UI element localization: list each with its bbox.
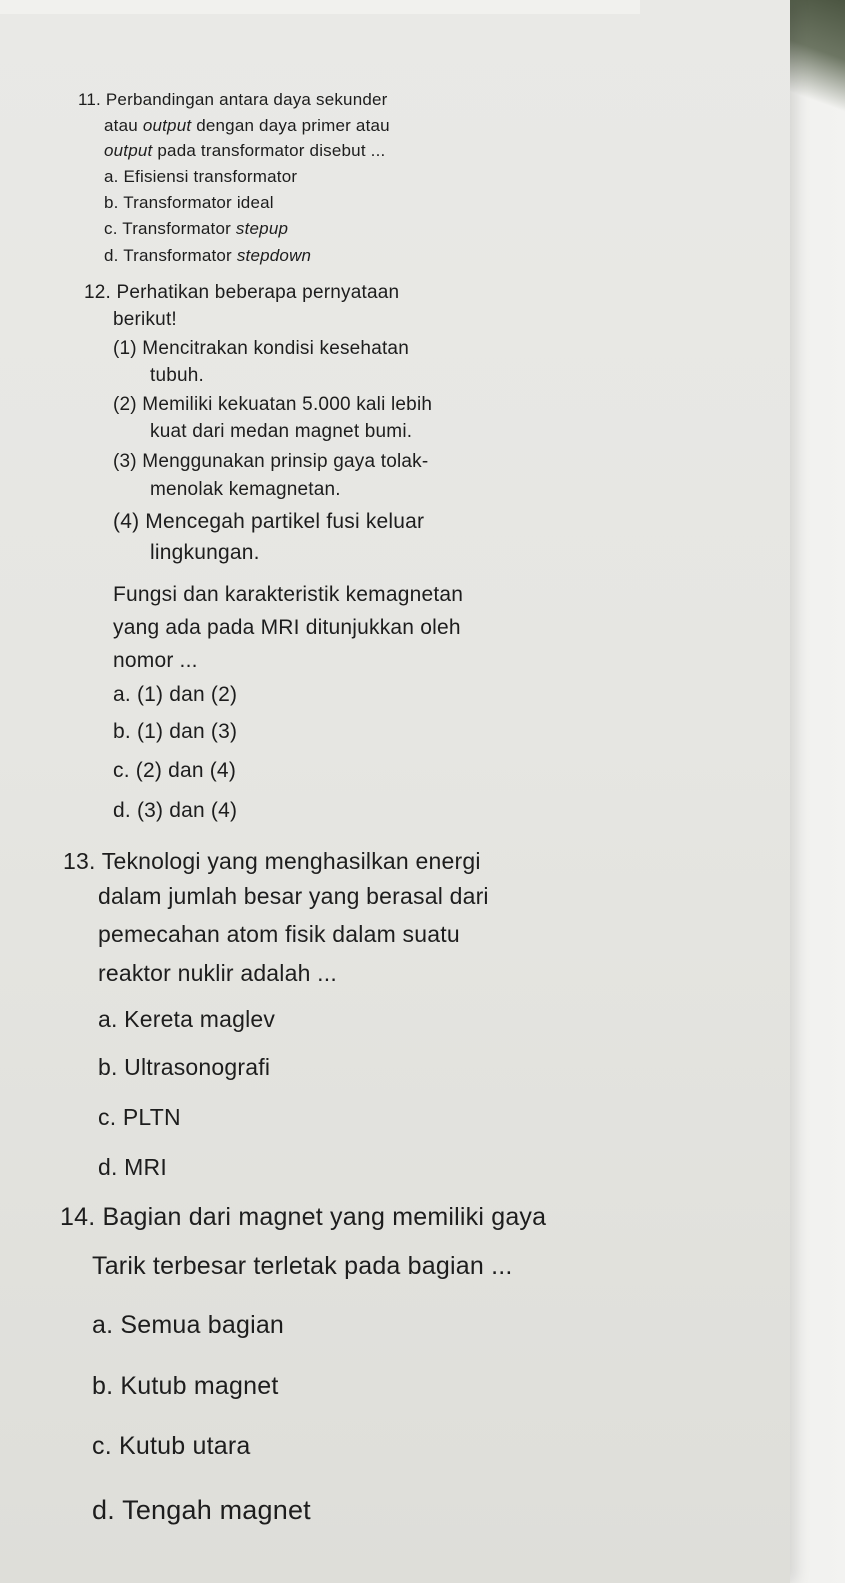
q11-option-d-italic: stepdown (236, 246, 312, 265)
q12-question-line-3: nomor ... (113, 649, 198, 672)
q13-stem-line-3: pemecahan atom fisik dalam suatu (98, 921, 460, 947)
q12-option-d[interactable]: d. (3) dan (4) (113, 799, 238, 822)
q13-stem-line-1: 13. Teknologi yang menghasilkan energi (63, 848, 481, 874)
q12-statement-4-cont: lingkungan. (150, 541, 260, 564)
q13-stem-line-4: reaktor nuklir adalah ... (98, 960, 337, 986)
q12-option-b[interactable]: b. (1) dan (3) (113, 720, 238, 743)
page-top-edge (0, 0, 640, 14)
q11-option-d[interactable] (104, 246, 311, 266)
q11-option-d-text: d. Transformator (104, 246, 237, 265)
q12-statement-3: (3) Menggunakan prinsip gaya tolak- (113, 451, 429, 472)
q14-option-b[interactable]: b. Kutub magnet (92, 1372, 279, 1400)
q12-option-a[interactable]: a. (1) dan (2) (113, 683, 238, 706)
q12-stem-line-1: 12. Perhatikan beberapa pernyataan (84, 282, 400, 303)
q13-option-c[interactable]: c. PLTN (98, 1104, 181, 1130)
q11-stem-line-2 (104, 116, 390, 136)
q14-option-a[interactable]: a. Semua bagian (92, 1311, 285, 1339)
q14-stem-line-1: 14. Bagian dari magnet yang memiliki gaya (60, 1203, 547, 1231)
q11-text: dengan daya primer atau (191, 116, 390, 135)
q12-statement-4: (4) Mencegah partikel fusi keluar (113, 510, 425, 533)
q12-statement-1-cont: tubuh. (150, 365, 205, 386)
q12-stem-line-2: berikut! (113, 309, 177, 330)
q11-text: pada transformator disebut ... (152, 141, 386, 160)
q12-statement-1: (1) Mencitrakan kondisi kesehatan (113, 338, 409, 359)
q13-option-b[interactable]: b. Ultrasonografi (98, 1054, 271, 1080)
q14-option-d[interactable]: d. Tengah magnet (92, 1495, 311, 1525)
q11-option-a[interactable]: a. Efisiensi transformator (104, 167, 298, 186)
q12-statement-2: (2) Memiliki kekuatan 5.000 kali lebih (113, 394, 433, 415)
q11-italic-output: output (104, 141, 153, 160)
q13-option-d[interactable]: d. MRI (98, 1154, 167, 1180)
q14-stem-line-2: Tarik terbesar terletak pada bagian ... (92, 1252, 513, 1280)
q11-option-c[interactable] (104, 219, 288, 239)
q11-option-c-text: c. Transformator (104, 219, 236, 238)
q14-option-c[interactable]: c. Kutub utara (92, 1432, 251, 1460)
q12-option-c[interactable]: c. (2) dan (4) (113, 759, 237, 782)
q11-option-c-italic: stepup (235, 219, 289, 238)
q11-stem-line-3 (104, 141, 385, 161)
q13-stem-line-2: dalam jumlah besar yang berasal dari (98, 883, 489, 909)
q11-option-b[interactable]: b. Transformator ideal (104, 193, 274, 212)
q13-option-a[interactable]: a. Kereta maglev (98, 1006, 276, 1032)
q12-statement-2-cont: kuat dari medan magnet bumi. (150, 421, 413, 442)
q12-question-line-2: yang ada pada MRI ditunjukkan oleh (113, 616, 461, 639)
q12-question-line-1: Fungsi dan karakteristik kemagnetan (113, 583, 464, 606)
q11-italic-output: output (142, 116, 192, 135)
q11-text: atau (104, 116, 143, 135)
q12-statement-3-cont: menolak kemagnetan. (150, 479, 341, 500)
q11-stem-line-1: 11. Perbandingan antara daya sekunder (78, 90, 388, 109)
